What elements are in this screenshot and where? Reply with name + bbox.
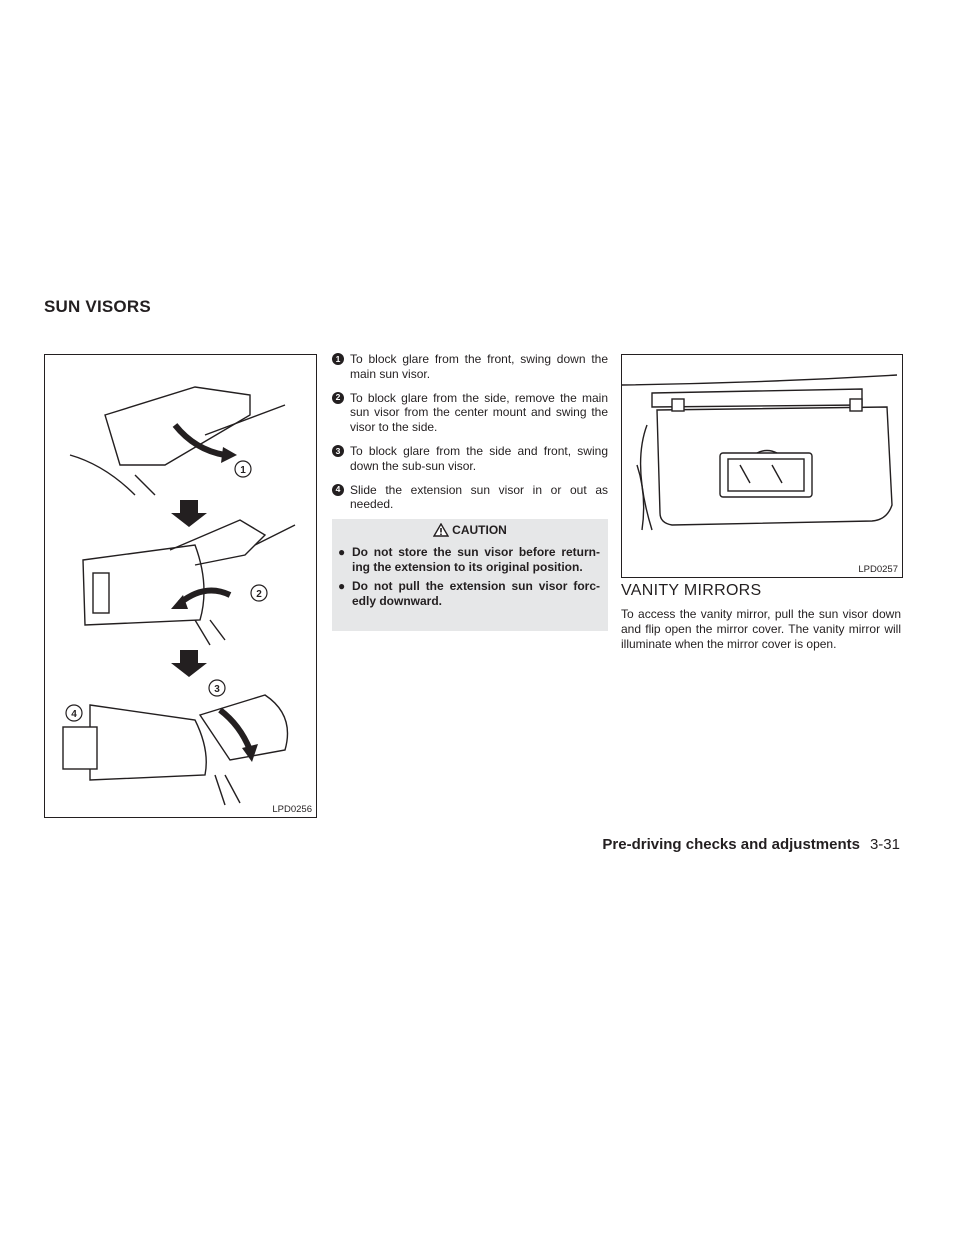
caution-text: Do not store the sun visor before return-ing the extension to its original position. [352, 545, 600, 574]
steps-list [332, 352, 608, 521]
list-item [332, 579, 608, 609]
list-item [332, 444, 608, 474]
caution-text: Do not pull the extension sun visor forc-edly downward. [352, 579, 600, 608]
step-number: 1 [332, 353, 344, 365]
warning-icon [433, 523, 449, 537]
step-text: Slide the extension sun visor in or out as needed. [350, 482, 608, 512]
list-item [332, 483, 608, 513]
step-text: To block glare from the side and front, swing down the sub-sun visor. [350, 443, 608, 473]
list-item [332, 352, 608, 382]
step-number: 2 [332, 392, 344, 404]
vanity-heading: VANITY MIRRORS [621, 582, 762, 599]
footer-section: Pre-driving checks and adjustments [602, 836, 860, 853]
sun-visor-figure [44, 354, 317, 818]
step-text: To block glare from the front, swing down the main sun visor. [350, 352, 608, 381]
vanity-paragraph: To access the vanity mirror, pull the sun visor down and flip open the mirror cover. The vanity mirror will illuminate when the mirror cover is open. [621, 607, 901, 651]
step-number: 4 [332, 484, 344, 496]
caution-box [332, 519, 608, 631]
caution-header [332, 519, 608, 541]
caution-title: CAUTION [452, 523, 507, 537]
callout-2: 2 [256, 589, 262, 600]
list-item [332, 545, 608, 575]
page-number: 3-31 [869, 836, 900, 853]
vanity-mirror-illustration [622, 355, 902, 577]
section-title: SUN VISORS [44, 297, 151, 316]
callout-4: 4 [71, 709, 77, 720]
list-item [332, 391, 608, 435]
figure-code: LPD0257 [858, 564, 898, 575]
bullet-icon: ● [338, 545, 346, 559]
figure-code: LPD0256 [272, 804, 312, 815]
callout-3: 3 [214, 684, 220, 695]
step-number: 3 [332, 445, 344, 457]
vanity-mirror-figure [621, 354, 903, 578]
callout-1: 1 [240, 465, 246, 476]
step-text: To block glare from the side, remove the main sun visor from the center mount and swing the visor to the side. [350, 390, 608, 435]
page-footer [602, 836, 900, 853]
sun-visor-illustration [45, 355, 316, 817]
bullet-icon: ● [338, 579, 346, 593]
